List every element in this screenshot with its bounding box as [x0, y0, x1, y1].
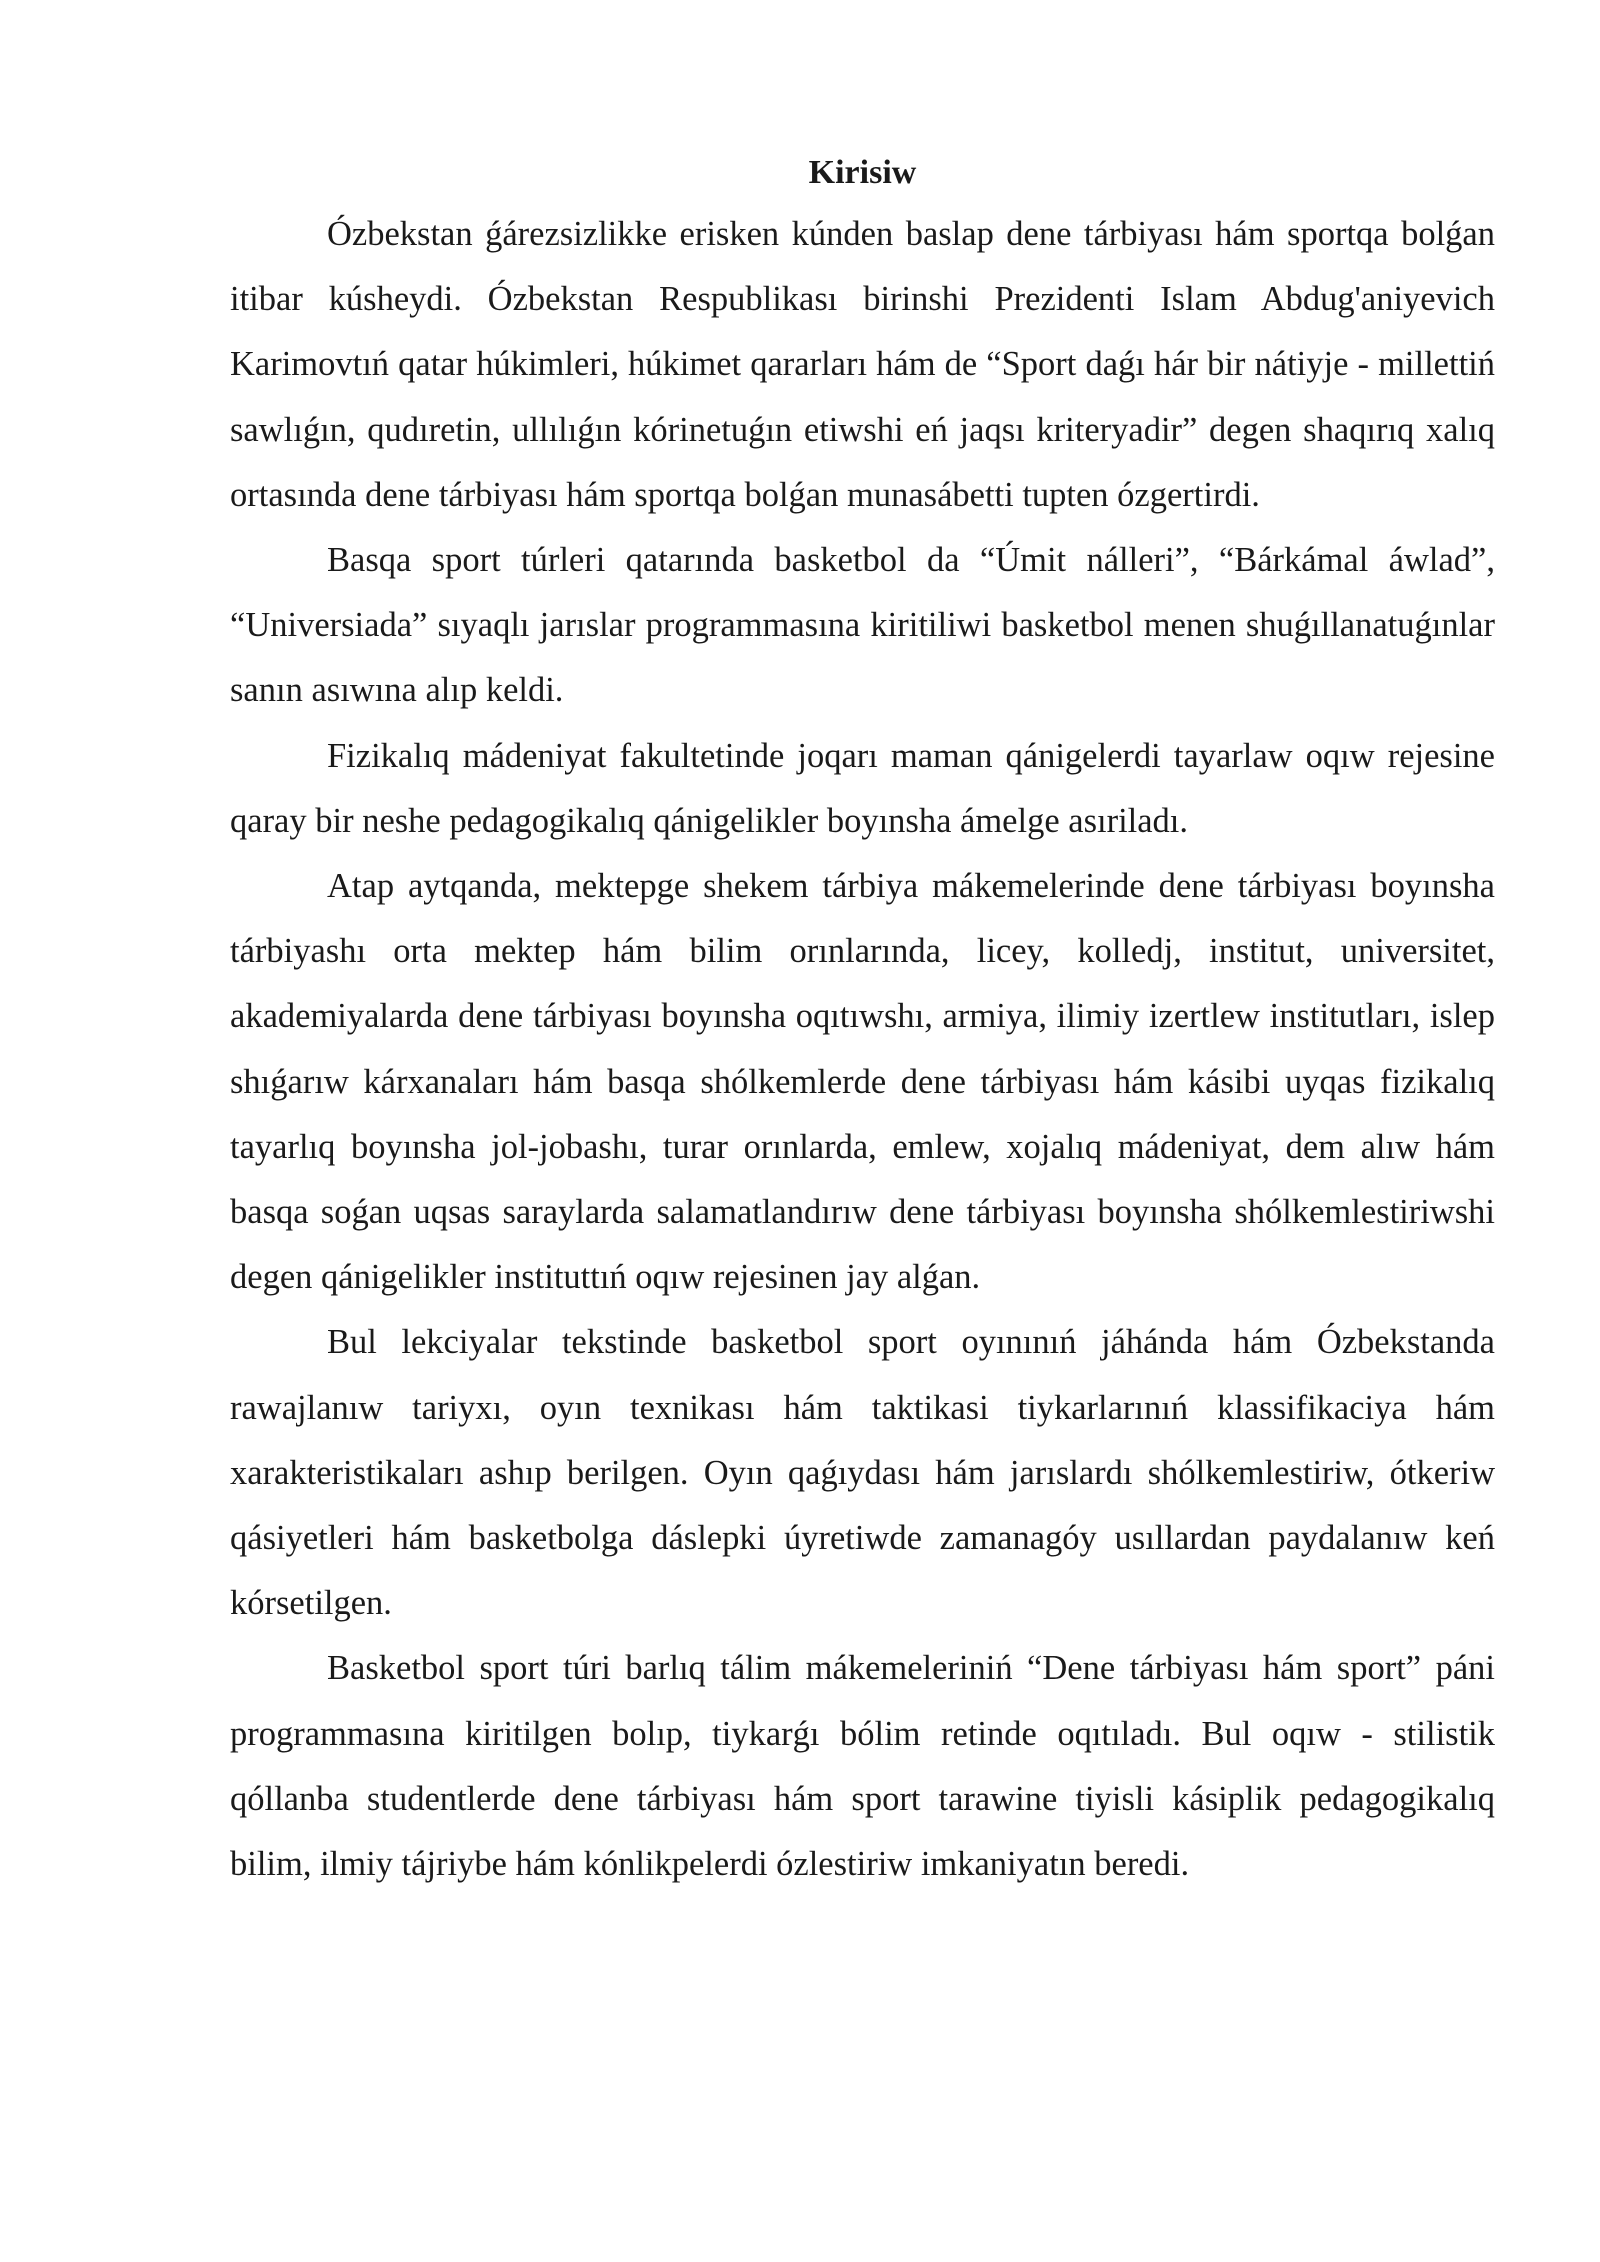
page-title: Kirisiw	[808, 154, 917, 191]
paragraph-4: Atap aytqanda, mektepge shekem tárbiya mákemelerinde dene tárbiyası boyınsha tárbiyashı orta mektep hám bilim orınlarında, licey, kolledj, institut, universitet, akademiyalarda dene tárbiyası boyınsha oqıtıwshı, armiya, ilimiy izertlew institutları, islep shıǵarıw kárxanaları hám basqa shólkemlerde dene tárbiyası hám kásibi uyqas fizikalıq tayarlıq boyınsha jol-jobashı, turar orınlarda, emlew, xojalıq mádeniyat, dem alıw hám basqa soǵan uqsas saraylarda salamatlandırıw dene tárbiyası boyınsha shólkemlestiriwshi degen qánigelikler instituttıń oqıw rejesinen jay alǵan.	[230, 867, 1495, 1297]
paragraph-3: Fizikalıq mádeniyat fakultetinde joqarı maman qánigelerdi tayarlaw oqıw rejesine qaray bir neshe pedagogikalıq qánigelikler boyınsha ámelge asıriladı.	[230, 736, 1495, 840]
paragraph-5: Bul lekciyalar tekstinde basketbol sport oyınınıń jáhánda hám Ózbekstanda rawajlanıw tariyxı, oyın texnikası hám taktikasi tiykarlarınıń klassifikaciya hám xarakteristikaları ashıp berilgen. Oyın qaǵıydası hám jarıslardı shólkemlestiriw, ótkeriw qásiyetleri hám basketbolga dáslepki úyretiwde zamanagóy usıllardan paydalanıw keń kórsetilgen.	[230, 1323, 1495, 1623]
paragraph-2: Basqa sport túrleri qatarında basketbol da “Úmit nálleri”, “Bárkámal áwlad”, “Universiada” sıyaqlı jarıslar programmasına kiritiliwi basketbol menen shuǵıllanatuǵınlar sanın asıwına alıp keldi.	[230, 541, 1495, 710]
document-page	[230, 148, 1495, 1897]
paragraph-6: Basketbol sport túri barlıq tálim mákemeleriniń “Dene tárbiyası hám sport” páni programmasına kiritilgen bolıp, tiykarǵı bólim retinde oqıtıladı. Bul oqıw - stilistik qóllanba studentlerde dene tárbiyası hám sport tarawine tiyisli kásiplik pedagogikalıq bilim, ilmiy tájriybe hám kónlikpelerdi ózlestiriw imkaniyatın beredi.	[230, 1649, 1495, 1884]
paragraph-1: Ózbekstan ǵárezsizlikke erisken kúnden baslap dene tárbiyası hám sportqa bolǵan itibar kúsheydi. Ózbekstan Respublikası birinshi Prezidenti Islam Abdug'aniyevich Karimovtıń qatar húkimleri, húkimet qararları hám de “Sport daǵı hár bir nátiyje - millettiń sawlıǵın, qudıretin, ullılıǵın kórinetuǵın etiwshi eń jaqsı kriteryadir” degen shaqırıq xalıq ortasında dene tárbiyası hám sportqa bolǵan munasábetti tupten ózgertirdi.	[230, 215, 1495, 514]
